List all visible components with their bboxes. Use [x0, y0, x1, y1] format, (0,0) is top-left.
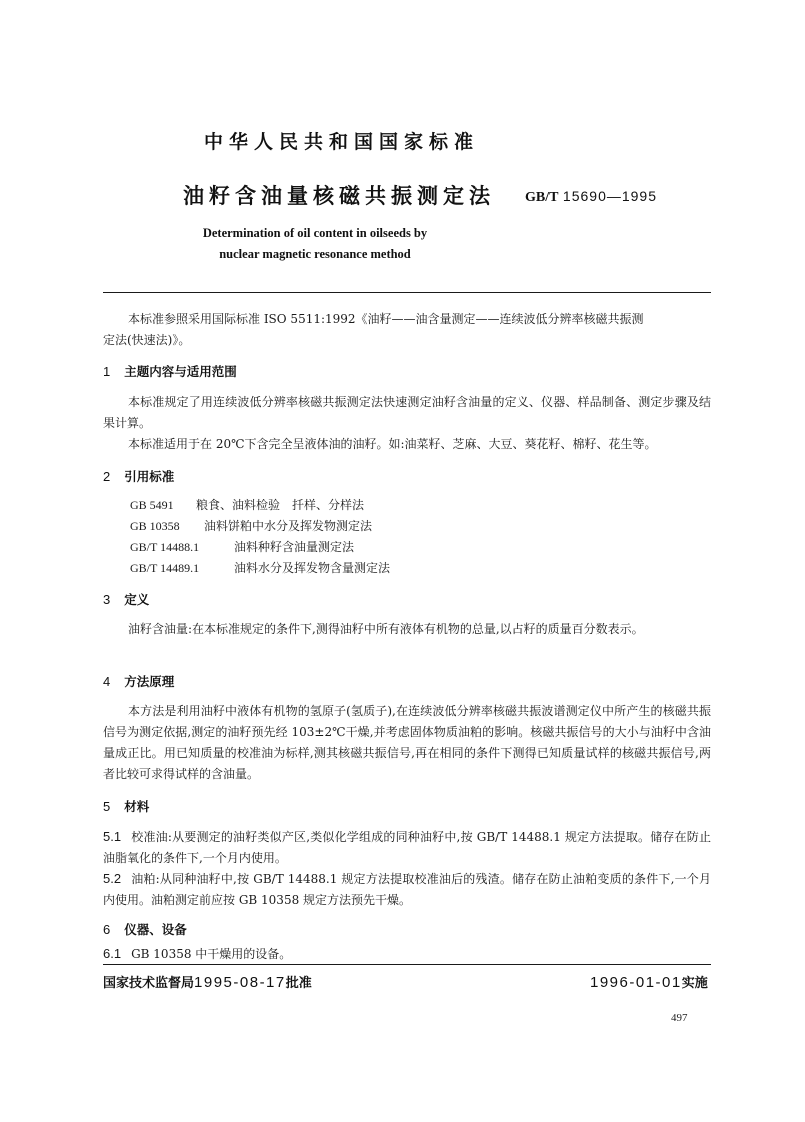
section-number: 3	[103, 592, 111, 607]
standard-prefix: GB/T	[525, 190, 559, 205]
section-title: 引用标准	[124, 469, 175, 484]
reference-code: GB/T 14489.1	[130, 561, 200, 575]
section-title: 材料	[124, 799, 150, 814]
document-title-en-line2: nuclear magnetic resonance method	[219, 247, 411, 261]
approval-info	[103, 972, 312, 991]
effective-label: 实施	[681, 976, 708, 991]
section-1-paragraph-1: 本标准规定了用连续波低分辨率核磁共振测定法快速测定油籽含油量的定义、仪器、样品制备、测定步骤及结果计算。	[103, 395, 711, 430]
reference-title: 粮食、油料检验 扦样、分样法	[196, 498, 365, 512]
clause-number: 5.2	[103, 871, 122, 886]
section-number: 5	[103, 799, 111, 814]
preface-line1: 本标准参照采用国际标准 ISO 5511:1992《油籽——油含量测定——连续波低分辨率核磁共振测	[128, 312, 644, 326]
reference-title: 油料饼粕中水分及挥发物测定法	[204, 519, 373, 533]
preface-line2: 定法(快速法)》。	[103, 333, 191, 347]
reference-title: 油料种籽含油量测定法	[234, 540, 355, 554]
section-title: 方法原理	[124, 674, 175, 689]
effective-info	[590, 972, 708, 991]
section-6-heading	[103, 920, 187, 938]
section-1-heading	[103, 362, 237, 380]
page-number: 497	[671, 1012, 688, 1024]
reference-code: GB 5491	[130, 498, 174, 512]
approval-date: 1995-08-17	[194, 974, 286, 991]
reference-code: GB/T 14488.1	[130, 540, 200, 554]
clause-text: 油粕:从同种油籽中,按 GB/T 14488.1 规定方法提取校准油后的残渣。储存在防止油粕变质的条件下,一个月内使用。油粕测定前应按 GB 10358 规定方法预先干燥。	[103, 872, 711, 907]
reference-item	[130, 516, 372, 537]
section-number: 4	[103, 674, 111, 689]
effective-date: 1996-01-01	[590, 974, 682, 991]
section-number: 2	[103, 469, 111, 484]
reference-item	[130, 537, 354, 558]
approval-label: 批准	[285, 976, 312, 991]
document-title-en-line1: Determination of oil content in oilseeds by	[202, 226, 428, 240]
section-3-heading	[103, 590, 149, 608]
section-2-heading	[103, 467, 174, 485]
standard-number: 15690—1995	[562, 188, 657, 204]
standard-code	[525, 188, 657, 206]
section-4-paragraph: 本方法是利用油籽中液体有机物的氢原子(氢质子),在连续波低分辨率核磁共振波谱测定仪中所产生的核磁共振信号为测定依据,测定的油籽预先经 103±2℃干燥,并考虑固体物质油粕的影响。核磁共振信号的大小与油籽中含油量成正比。用已知质量的校准油为标样,测其核磁共振信号,再在相同的条件下测得已知质量试样的核磁共振信号,两者比较可求得试样的含油量。	[103, 704, 711, 781]
clause-number: 6.1	[103, 946, 122, 961]
issuer: 国家技术监督局	[103, 976, 195, 991]
national-standard-label: 中华人民共和国国家标准	[204, 131, 480, 153]
clause-number: 5.1	[103, 829, 122, 844]
section-4-heading	[103, 672, 174, 690]
document-title-cn: 油籽含油量核磁共振测定法	[183, 184, 495, 208]
reference-code: GB 10358	[130, 519, 180, 533]
section-number: 6	[103, 922, 111, 937]
preface-paragraph	[103, 309, 711, 351]
clause-5-1	[103, 826, 711, 869]
section-3-paragraph: 油籽含油量:在本标准规定的条件下,测得油籽中所有液体有机物的总量,以占籽的质量百分数表示。	[128, 622, 644, 636]
clause-6-1	[103, 943, 711, 965]
section-number: 1	[103, 364, 111, 379]
clause-text: 校准油:从要测定的油籽类似产区,类似化学组成的同种油籽中,按 GB/T 14488.1 规定方法提取。储存在防止油脂氧化的条件下,一个月内使用。	[103, 830, 711, 865]
reference-item	[130, 495, 364, 516]
section-1-paragraph-2: 本标准适用于在 20℃下含完全呈液体油的油籽。如:油菜籽、芝麻、大豆、葵花籽、棉籽、花生等。	[128, 437, 657, 451]
clause-text: GB 10358 中干燥用的设备。	[131, 947, 292, 961]
footer-divider	[103, 964, 711, 965]
section-title: 主题内容与适用范围	[124, 364, 237, 379]
clause-5-2	[103, 868, 711, 911]
reference-item	[130, 558, 390, 579]
section-title: 仪器、设备	[124, 922, 187, 937]
section-5-heading	[103, 797, 149, 815]
section-title: 定义	[124, 592, 150, 607]
header-divider	[103, 292, 711, 293]
reference-title: 油料水分及挥发物含量测定法	[234, 561, 391, 575]
